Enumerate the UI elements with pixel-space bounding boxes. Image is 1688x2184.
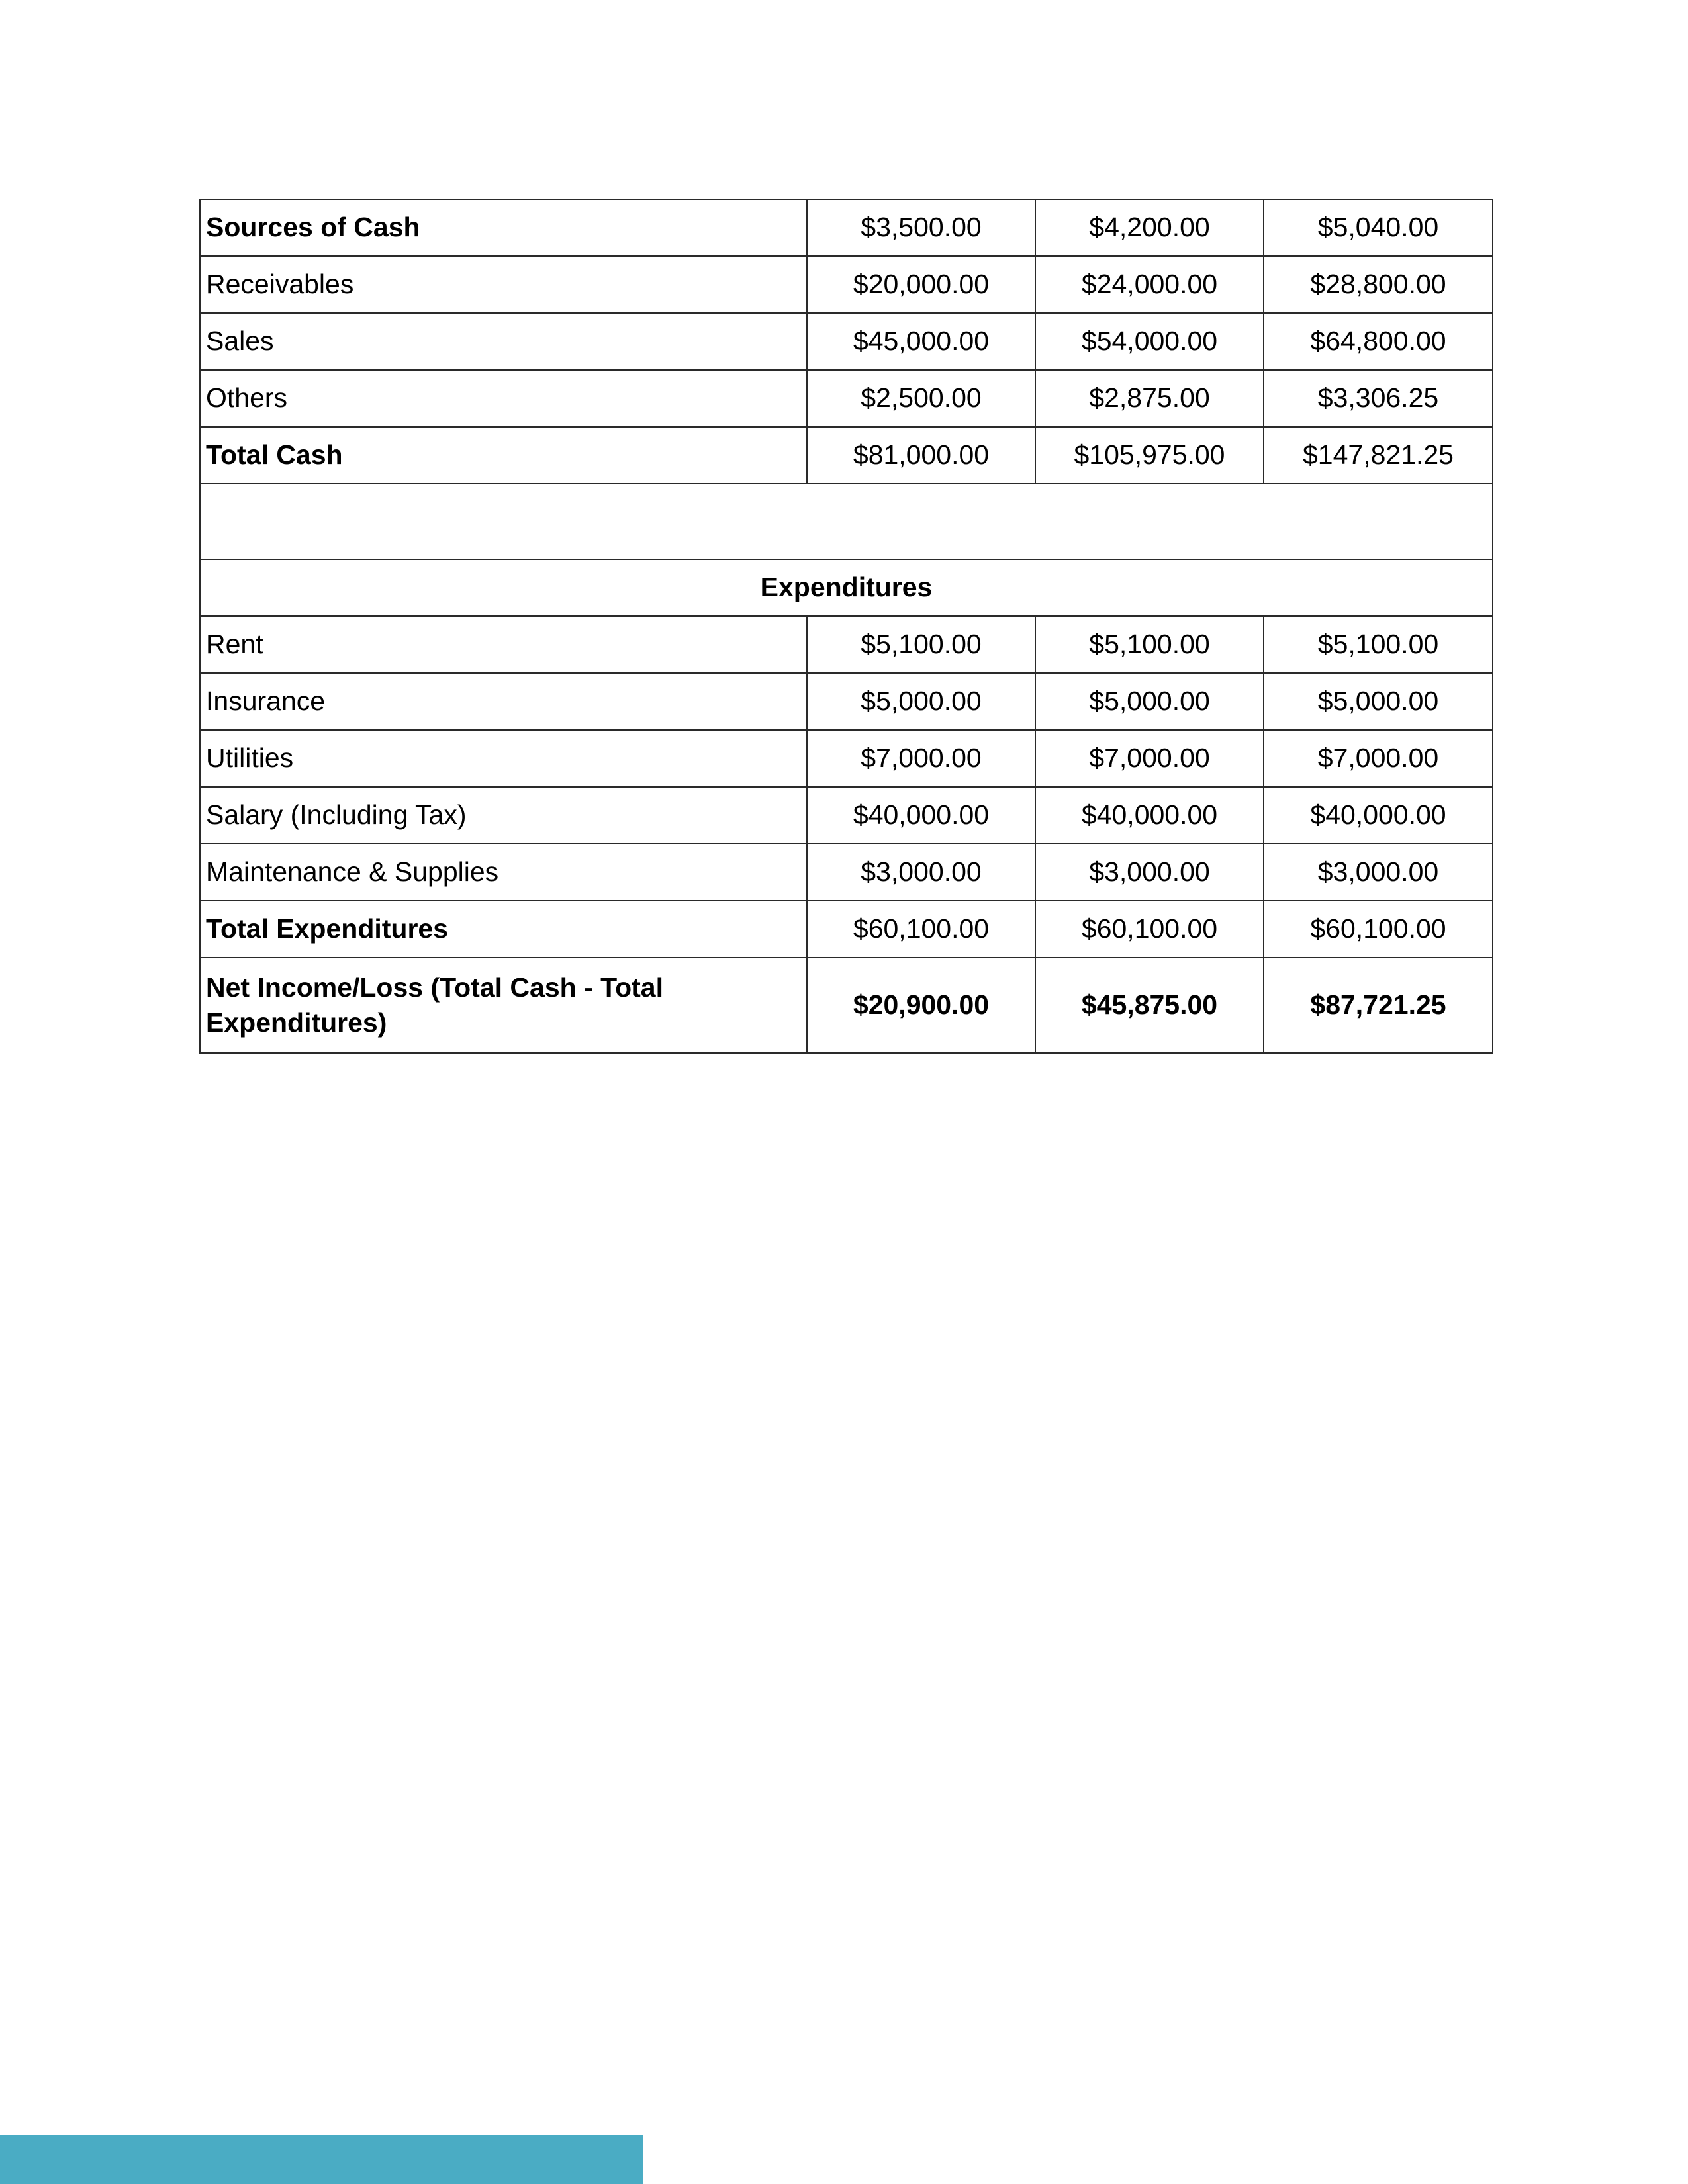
- table-cell: $45,000.00: [807, 313, 1035, 370]
- section-header-row: [200, 559, 1493, 616]
- row-label-sales: Sales: [200, 313, 807, 370]
- section-heading-expenditures: Expenditures: [200, 559, 1493, 616]
- table-cell: $5,040.00: [1264, 199, 1493, 256]
- cash-flow-table: [199, 199, 1493, 1054]
- table-row: [200, 370, 1493, 427]
- table-cell: $7,000.00: [1035, 730, 1264, 787]
- row-label-rent: Rent: [200, 616, 807, 673]
- spacer-row: [200, 484, 1493, 559]
- table-row-net-income: [200, 958, 1493, 1053]
- empty-cell: [200, 484, 1493, 559]
- table-cell: $40,000.00: [807, 787, 1035, 844]
- table-cell: $5,100.00: [1035, 616, 1264, 673]
- table-cell: $40,000.00: [1035, 787, 1264, 844]
- table-cell: $40,000.00: [1264, 787, 1493, 844]
- table-cell: $2,875.00: [1035, 370, 1264, 427]
- table-cell: $24,000.00: [1035, 256, 1264, 313]
- row-label-sources-of-cash: Sources of Cash: [200, 199, 807, 256]
- table-cell: $81,000.00: [807, 427, 1035, 484]
- table-cell: $54,000.00: [1035, 313, 1264, 370]
- table-row: [200, 199, 1493, 256]
- row-label-utilities: Utilities: [200, 730, 807, 787]
- row-label-total-expenditures: Total Expenditures: [200, 901, 807, 958]
- table-cell: $3,000.00: [1035, 844, 1264, 901]
- table-row: [200, 313, 1493, 370]
- table-cell: $60,100.00: [1035, 901, 1264, 958]
- row-label-net-income: Net Income/Loss (Total Cash - Total Expenditures): [200, 958, 807, 1053]
- row-label-insurance: Insurance: [200, 673, 807, 730]
- row-label-maintenance-supplies: Maintenance & Supplies: [200, 844, 807, 901]
- table-cell: $3,000.00: [807, 844, 1035, 901]
- table-cell: $5,100.00: [1264, 616, 1493, 673]
- table-cell: $60,100.00: [807, 901, 1035, 958]
- table-cell: $5,000.00: [1035, 673, 1264, 730]
- table-row: [200, 616, 1493, 673]
- table-cell: $60,100.00: [1264, 901, 1493, 958]
- table-cell: $4,200.00: [1035, 199, 1264, 256]
- table-cell: $147,821.25: [1264, 427, 1493, 484]
- table-cell: $7,000.00: [807, 730, 1035, 787]
- table-row: [200, 730, 1493, 787]
- table-cell: $20,900.00: [807, 958, 1035, 1053]
- table-row: [200, 901, 1493, 958]
- table-cell: $3,500.00: [807, 199, 1035, 256]
- row-label-total-cash: Total Cash: [200, 427, 807, 484]
- table-row: [200, 256, 1493, 313]
- table-cell: $7,000.00: [1264, 730, 1493, 787]
- table-cell: $2,500.00: [807, 370, 1035, 427]
- row-label-salary: Salary (Including Tax): [200, 787, 807, 844]
- table-row: [200, 427, 1493, 484]
- table-cell: $3,306.25: [1264, 370, 1493, 427]
- table-cell: $45,875.00: [1035, 958, 1264, 1053]
- table-cell: $105,975.00: [1035, 427, 1264, 484]
- table-cell: $3,000.00: [1264, 844, 1493, 901]
- table-cell: $87,721.25: [1264, 958, 1493, 1053]
- table-row: [200, 844, 1493, 901]
- table-row: [200, 787, 1493, 844]
- table-cell: $5,000.00: [807, 673, 1035, 730]
- row-label-others: Others: [200, 370, 807, 427]
- table-cell: $64,800.00: [1264, 313, 1493, 370]
- row-label-receivables: Receivables: [200, 256, 807, 313]
- table-cell: $5,000.00: [1264, 673, 1493, 730]
- table-cell: $28,800.00: [1264, 256, 1493, 313]
- table-cell: $20,000.00: [807, 256, 1035, 313]
- footer-accent-bar: [0, 2135, 643, 2184]
- table-row: [200, 673, 1493, 730]
- table-cell: $5,100.00: [807, 616, 1035, 673]
